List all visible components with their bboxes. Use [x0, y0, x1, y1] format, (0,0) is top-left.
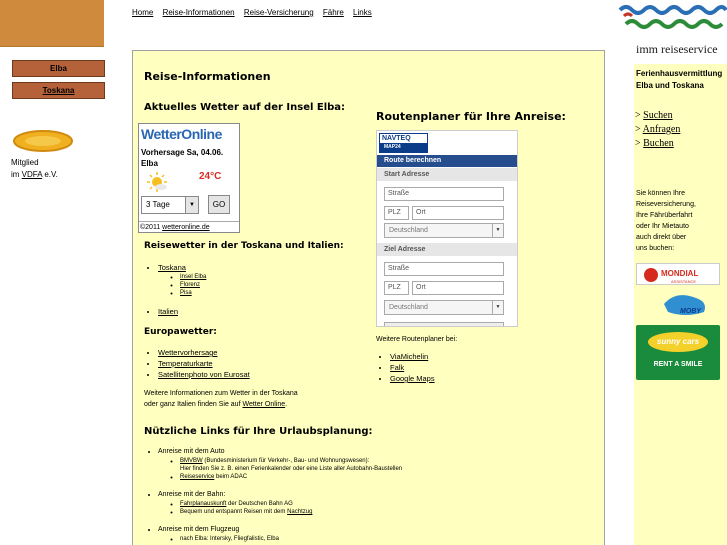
- title-line: Ferienhausvermittlung: [636, 69, 723, 78]
- navteq-logo: [379, 133, 428, 153]
- sidebar-item-label: Toskana: [42, 86, 75, 95]
- go-button[interactable]: GO: [208, 195, 230, 214]
- bmvbw-text: (Bundesministerium für Verkehr-, Bau- und Wohnungswesen):: [202, 458, 370, 464]
- satellitenphoto-link[interactable]: Satellitenphoto von Eurosat: [158, 370, 250, 379]
- sunny-cars-logo[interactable]: [636, 325, 720, 380]
- copyright: ©2011: [140, 224, 163, 231]
- list-item: [158, 525, 402, 543]
- right-title: [636, 68, 722, 92]
- start-country-select[interactable]: [384, 223, 504, 238]
- list-item: [158, 490, 402, 516]
- chevron-down-icon: ▼: [185, 197, 198, 213]
- bmvbw-link[interactable]: BMVBW: [180, 458, 203, 464]
- forecast-text: [141, 147, 223, 169]
- start-street-input[interactable]: Straße: [384, 187, 504, 201]
- list-item: [180, 508, 402, 516]
- start-plz-input[interactable]: PLZ: [384, 206, 409, 220]
- list-item: [180, 473, 402, 481]
- wetter-online-link[interactable]: Wetter Online: [242, 401, 286, 408]
- wettervorhersage-link[interactable]: Wettervorhersage: [158, 348, 218, 357]
- fahrplan-link[interactable]: Fahrplanauskunft: [180, 501, 227, 507]
- start-city-input[interactable]: Ort: [412, 206, 504, 220]
- route-heading: Routenplaner für Ihre Anreise:: [376, 110, 566, 123]
- days-select-value: 3 Tage: [146, 200, 170, 209]
- sunny-text: sunny cars: [647, 331, 709, 353]
- weather-heading: Aktuelles Wetter auf der Insel Elba:: [144, 102, 346, 113]
- forecast-place: Elba: [141, 159, 158, 168]
- viamichelin-link[interactable]: ViaMichelin: [390, 352, 429, 361]
- nav-faehre[interactable]: Fähre: [322, 8, 344, 17]
- start-address-label: Start Adresse: [377, 168, 518, 181]
- days-select[interactable]: [141, 196, 199, 214]
- top-nav: [132, 8, 379, 17]
- book-link[interactable]: Buchen: [643, 138, 674, 149]
- useful-links-heading: Nützliche Links für Ihre Urlaubsplanung:: [144, 426, 373, 437]
- list-item: [158, 262, 206, 297]
- more-planners-text: Weitere Routenplaner bei:: [376, 336, 458, 343]
- list-item: [180, 281, 206, 289]
- info-line: auch direkt über: [636, 234, 687, 241]
- dest-plz-input[interactable]: PLZ: [384, 281, 409, 295]
- info-prefix: oder ganz Italien finden Sie auf: [144, 401, 243, 408]
- florenz-weather-link[interactable]: Florenz: [180, 282, 201, 288]
- forecast-date: Vorhersage Sa, 04.06.: [141, 148, 224, 157]
- sunny-subtext: RENT A SMILE: [653, 361, 703, 368]
- chevron-down-icon: ▼: [492, 224, 503, 237]
- mondial-subtext: ASSISTANCE: [671, 279, 697, 284]
- bahn-label: Anreise mit der Bahn:: [158, 491, 226, 498]
- route-planner: [376, 130, 518, 327]
- wetteronline-logo[interactable]: WetterOnline: [141, 126, 222, 142]
- navteq-text: NAVTEQ: [382, 135, 411, 142]
- dest-country-select[interactable]: [384, 300, 504, 315]
- planner-header: Route berechnen: [377, 155, 518, 167]
- map24-text: MAP24: [380, 143, 427, 152]
- europa-links: [144, 347, 250, 380]
- info-line: Weitere Informationen zum Wetter in der Toskana: [144, 390, 298, 397]
- page-title: Reise-Informationen: [144, 70, 271, 83]
- country-value: Deutschland: [389, 227, 428, 234]
- bmvbw-text2: Hier finden Sie z. B. einen Ferienkalender oder eine Liste aller Autobahn-Baustellen: [180, 466, 403, 472]
- list-item: [158, 306, 206, 317]
- list-item: [180, 289, 206, 297]
- info-line: uns buchen:: [636, 245, 675, 252]
- waves-logo-icon: [618, 0, 727, 40]
- brand-name: imm reiseservice: [636, 42, 718, 56]
- country-value: Deutschland: [389, 304, 428, 311]
- auto-label: Anreise mit dem Auto: [158, 448, 225, 455]
- weather-links: [144, 262, 206, 317]
- nav-home[interactable]: Home: [132, 8, 154, 17]
- sidebar-item-elba[interactable]: [12, 60, 105, 77]
- request-link[interactable]: Anfragen: [642, 124, 681, 135]
- italien-link[interactable]: Italien: [158, 307, 179, 316]
- list-item: [180, 457, 402, 473]
- bahn-text: der Deutschen Bahn AG: [226, 501, 293, 507]
- list-item: [158, 369, 250, 380]
- list-item: [180, 535, 402, 543]
- member-suffix: e.V.: [42, 170, 58, 179]
- moby-text: MOBY: [680, 308, 701, 315]
- list-item: [158, 447, 402, 481]
- flug-text: nach Elba: Intersky, Fliegfalistic, Elba: [180, 536, 279, 542]
- chevron-down-icon: ▼: [492, 301, 503, 314]
- route-options-select[interactable]: [384, 322, 504, 327]
- temperaturkarte-link[interactable]: Temperaturkarte: [158, 359, 213, 368]
- reisewetter-heading: Reisewetter in der Toskana und Italien:: [144, 241, 344, 251]
- mondial-logo[interactable]: [636, 263, 720, 285]
- member-prefix: im: [11, 170, 22, 179]
- temperature: 24°C: [199, 171, 222, 182]
- title-line: Elba und Toskana: [636, 81, 704, 90]
- destination-address-label: Ziel Adresse: [377, 243, 518, 256]
- pisa-weather-link[interactable]: Pisa: [180, 290, 192, 296]
- sidebar-item-toskana[interactable]: [12, 82, 105, 99]
- list-item: [180, 500, 402, 508]
- google-maps-link[interactable]: Google Maps: [390, 374, 435, 383]
- membership-note: [11, 157, 58, 181]
- info-line: Reiseversicherung,: [636, 201, 696, 208]
- bahn-text2: Bequem und entspannt Reisen mit dem: [180, 509, 288, 515]
- info-line: oder Ihr Mietauto: [636, 223, 689, 230]
- info-line: Sie können Ihre: [636, 190, 686, 197]
- elba-weather-link[interactable]: Insel Elba: [180, 274, 207, 280]
- vdfa-link[interactable]: VDFA: [21, 170, 43, 179]
- weather-info-text: [144, 388, 298, 410]
- dest-city-input[interactable]: Ort: [412, 281, 504, 295]
- left-header-bar: [0, 0, 104, 46]
- falk-link[interactable]: Falk: [390, 363, 405, 372]
- mondial-text: MONDIAL: [661, 269, 699, 278]
- toskana-link[interactable]: Toskana: [158, 263, 186, 272]
- info-line: Ihre Fährüberfahrt: [636, 212, 693, 219]
- list-item: [390, 373, 435, 384]
- wetteronline-link[interactable]: wetteronline.de: [162, 224, 210, 231]
- useful-links: [144, 447, 402, 543]
- search-link[interactable]: Suchen: [643, 110, 673, 121]
- planner-links: [376, 351, 435, 384]
- member-line: Mitglied: [11, 158, 39, 167]
- list-item: [390, 351, 435, 362]
- widget-footer: [139, 221, 239, 233]
- list-item: [158, 358, 250, 369]
- nachtzug-link[interactable]: Nachtzug: [287, 509, 313, 515]
- right-info-text: [636, 188, 726, 254]
- list-item: [390, 362, 435, 373]
- weather-widget: [138, 123, 240, 233]
- vdfa-logo-icon: [12, 128, 74, 154]
- divider: [0, 46, 104, 47]
- flug-label: Anreise mit dem Flugzeug: [158, 526, 240, 533]
- nav-reise-informationen[interactable]: Reise-Informationen: [162, 8, 235, 17]
- dest-street-input[interactable]: Straße: [384, 262, 504, 276]
- europa-heading: Europawetter:: [144, 327, 217, 337]
- sun-icon: [147, 172, 167, 192]
- moby-logo[interactable]: [636, 290, 720, 320]
- info-suffix: .: [285, 401, 288, 408]
- adac-text: beim ADAC: [214, 474, 248, 480]
- nav-reise-versicherung[interactable]: Reise-Versicherung: [243, 8, 314, 17]
- right-links: > Suchen > Anfragen > Buchen: [635, 110, 681, 149]
- nav-links[interactable]: Links: [353, 8, 372, 17]
- list-item: [158, 347, 250, 358]
- adac-link[interactable]: Reiseservice: [180, 474, 215, 480]
- sidebar-item-label: Elba: [50, 64, 67, 73]
- list-item: [180, 273, 206, 281]
